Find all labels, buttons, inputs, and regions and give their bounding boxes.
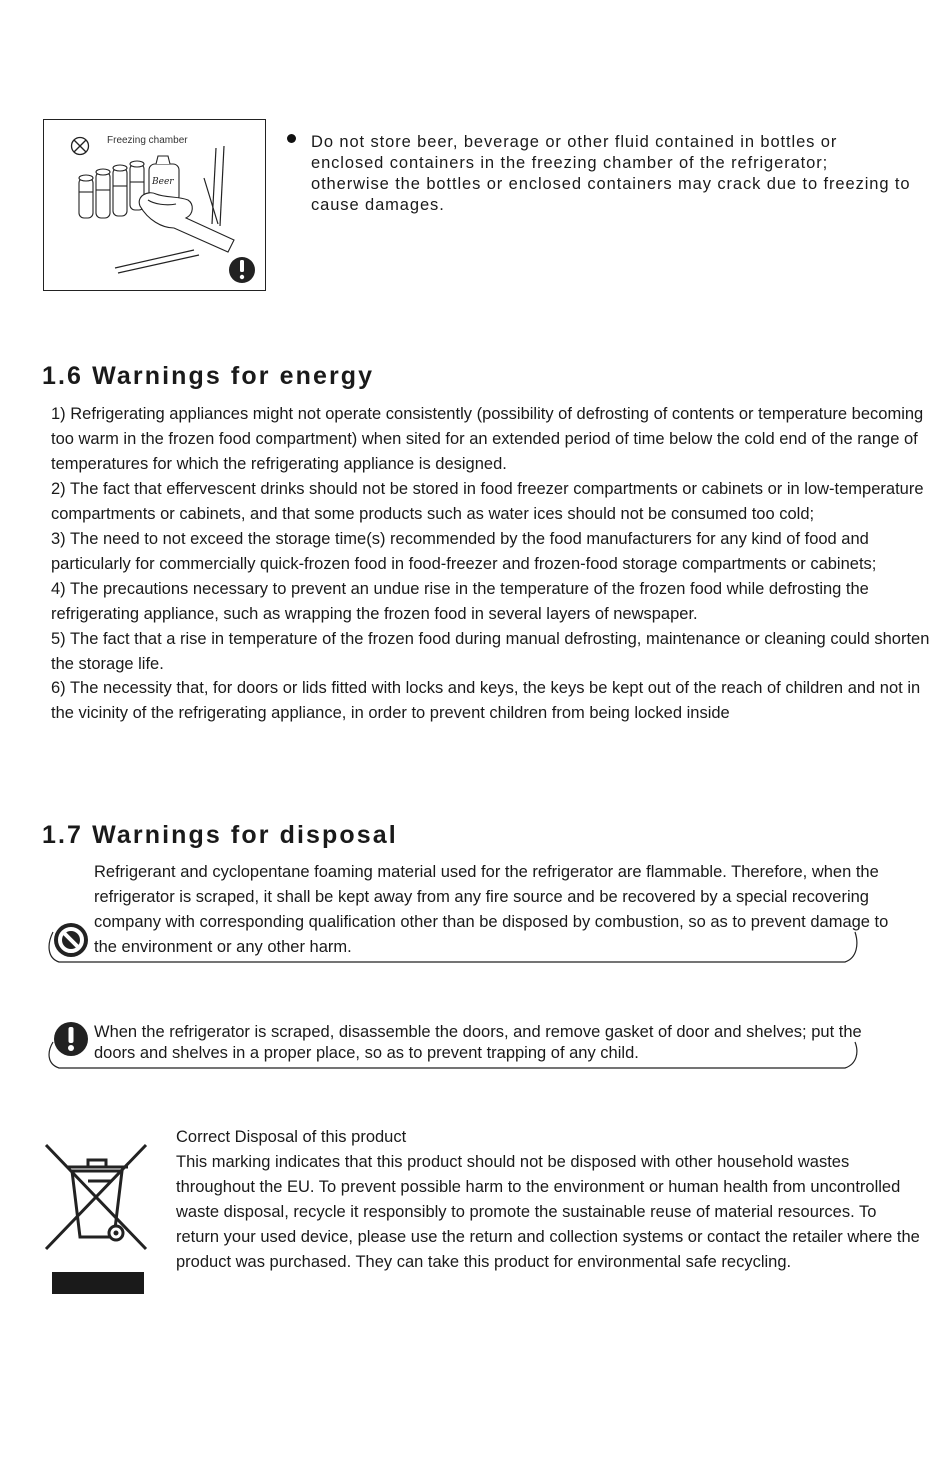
bottles-icon xyxy=(79,161,144,218)
list-item: 4) The precautions necessary to prevent an undue rise in the temperature of the frozen food while defrosting the refrigerating appliance, such as wrapping the frozen food in several layers of newspaper. xyxy=(51,579,869,623)
beer-label: Beer xyxy=(152,177,174,187)
crossed-bin-icon xyxy=(42,1141,152,1253)
beverage-warning-text: Do not store beer, beverage or other fluid contained in bottles or enclosed containers in the freezing chamber of the refrigerator; otherwise the bottles or enclosed containers may crack due to freezing to cause damages. xyxy=(311,133,911,214)
list-item: 1) Refrigerating appliances might not operate consistently (possibility of defrosting of contents or temperature becoming too warm in the frozen food compartment) when sited for an extended period of time below the cold end of the range of temperatures for which the refrigerating appliance is designed. xyxy=(51,405,924,473)
energy-warnings-list xyxy=(51,402,931,726)
no-fire-icon xyxy=(53,922,89,958)
list-item: 3) The need to not exceed the storage time(s) recommended by the food manufacturers for any kind of food and particularly for commercially quick-frozen food in food-freezer and frozen-food storage compartments or cabinets; xyxy=(51,529,877,573)
exclamation-icon xyxy=(53,1021,89,1057)
energy-warnings-heading: 1.6 Warnings for energy xyxy=(42,362,375,390)
freezing-chamber-label: Freezing chamber xyxy=(107,135,188,146)
weee-bar xyxy=(52,1272,144,1294)
disposal-title: Correct Disposal of this product xyxy=(176,1128,407,1146)
disposal-warnings-heading: 1.7 Warnings for disposal xyxy=(42,821,398,849)
child-trap-warning-text: When the refrigerator is scraped, disassemble the doors, and remove gasket of door and shelves; put the doors and shelves in a proper place, so as to prevent trapping of any child. xyxy=(94,1023,862,1062)
list-item: 2) The fact that effervescent drinks should not be stored in food freezer compartments or cabinets or in low-temperature compartments or cabinets, and that some products such as water ices should not be consumed too cold; xyxy=(51,479,924,523)
exclamation-icon xyxy=(229,257,255,283)
bullet-icon xyxy=(287,134,296,143)
disposal-body-text: This marking indicates that this product should not be disposed with other household wastes throughout the EU. To prevent possible harm to the environment or human health from uncontrolled waste disposal, recycle it responsibly to promote the sustainable reuse of material resources. To return your used device, please use the return and collection systems or contact the retailer where the product was purchased. They can take this product for environmental safe recycling. xyxy=(176,1153,920,1271)
prohibition-icon xyxy=(72,138,89,155)
flammable-warning-text: Refrigerant and cyclopentane foaming material used for the refrigerator are flammable. Therefore, when the refrigerator is scraped, it shall be kept away from any fire source and be recovered by a special recovering company with corresponding qualification other than be disposed by combustion, so as to prevent damage to the environment or any other harm. xyxy=(94,863,889,956)
freezer-bottle-illustration xyxy=(43,119,266,291)
list-item: 6) The necessity that, for doors or lids fitted with locks and keys, the keys be kept out of the reach of children and not in the vicinity of the refrigerating appliance, in order to prevent children from being locked inside xyxy=(51,679,921,723)
list-item: 5) The fact that a rise in temperature of the frozen food during manual defrosting, maintenance or cleaning could shorten the storage life. xyxy=(51,629,930,673)
